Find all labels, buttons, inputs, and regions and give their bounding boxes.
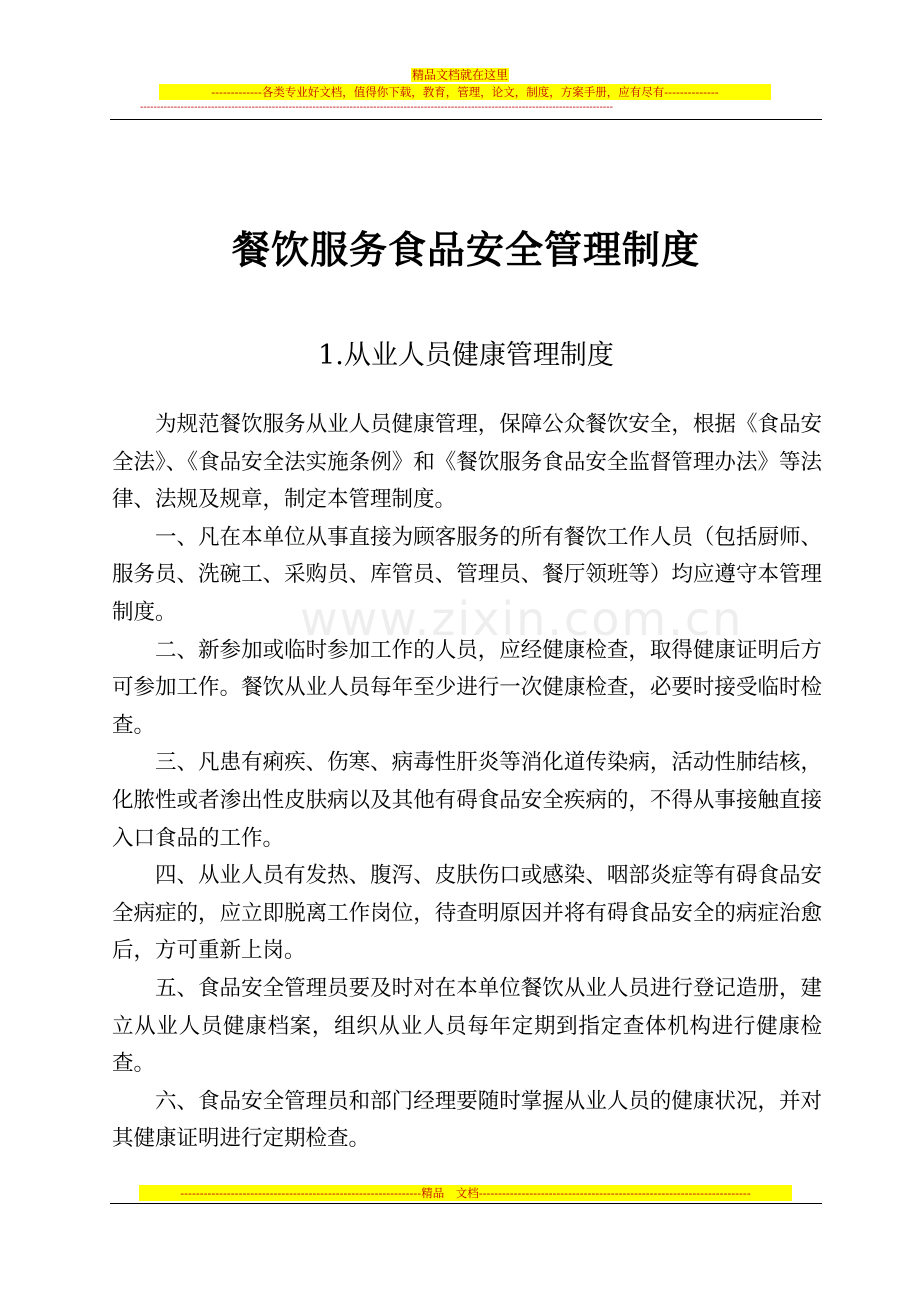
paragraph-intro: 为规范餐饮服务从业人员健康管理，保障公众餐饮安全，根据《食品安全法》、《食品安全法实施条例》和《餐饮服务食品安全监督管理办法》等法律、法规及规章，制定本管理制度。 [112,412,822,513]
section-title: 1.从业人员健康管理制度 [318,340,614,371]
paragraph-5: 五、食品安全管理员要及时对在本单位餐饮从业人员进行登记造册，建立从业人员健康档案，组织从业人员每年定期到指定查体机构进行健康检查。 [112,975,822,1077]
document-title: 餐饮服务食品安全管理制度 [231,227,700,272]
footer-rule [110,1203,822,1204]
header-dashed-line: -------------------------------------------------------------------------------------------------------------------------------------------- [140,102,614,113]
header-banner-tagline: -------------各类专业好文档，值得你下载，教育，管理，论文，制度，方案手册，应有尽有-------------- [159,84,771,100]
footer-banner: --------------------------------------------------------------精品 文档---------------------------------------------------------------------- [139,1185,792,1201]
header-rule [110,119,822,120]
header-banner-title-text: 精品文档就在这里 [411,68,508,82]
paragraph-2: 二、新参加或临时参加工作的人员，应经健康检查，取得健康证明后方可参加工作。餐饮从业人员每年至少进行一次健康检查，必要时接受临时检查。 [112,637,822,738]
watermark: www.zixin.com.cn [300,592,744,646]
paragraph-3: 三、凡患有痢疾、伤寒、病毒性肝炎等消化道传染病，活动性肺结核，化脓性或者渗出性皮肤病以及其他有碍食品安全疾病的，不得从事接触直接入口食品的工作。 [112,750,822,851]
header-banner-title [0,64,920,83]
paragraph-4: 四、从业人员有发热、腹泻、皮肤伤口或感染、咽部炎症等有碍食品安全病症的，应立即脱离工作岗位，待查明原因并将有碍食品安全的病症治愈后，方可重新上岗。 [112,863,822,964]
document-body [112,406,822,1158]
paragraph-6: 六、食品安全管理员和部门经理要随时掌握从业人员的健康状况，并对其健康证明进行定期检查。 [112,1088,822,1152]
paragraph-1: 一、凡在本单位从事直接为顾客服务的所有餐饮工作人员（包括厨师、服务员、洗碗工、采购员、库管员、管理员、餐厅领班等）均应遵守本管理制度。 [112,524,822,625]
